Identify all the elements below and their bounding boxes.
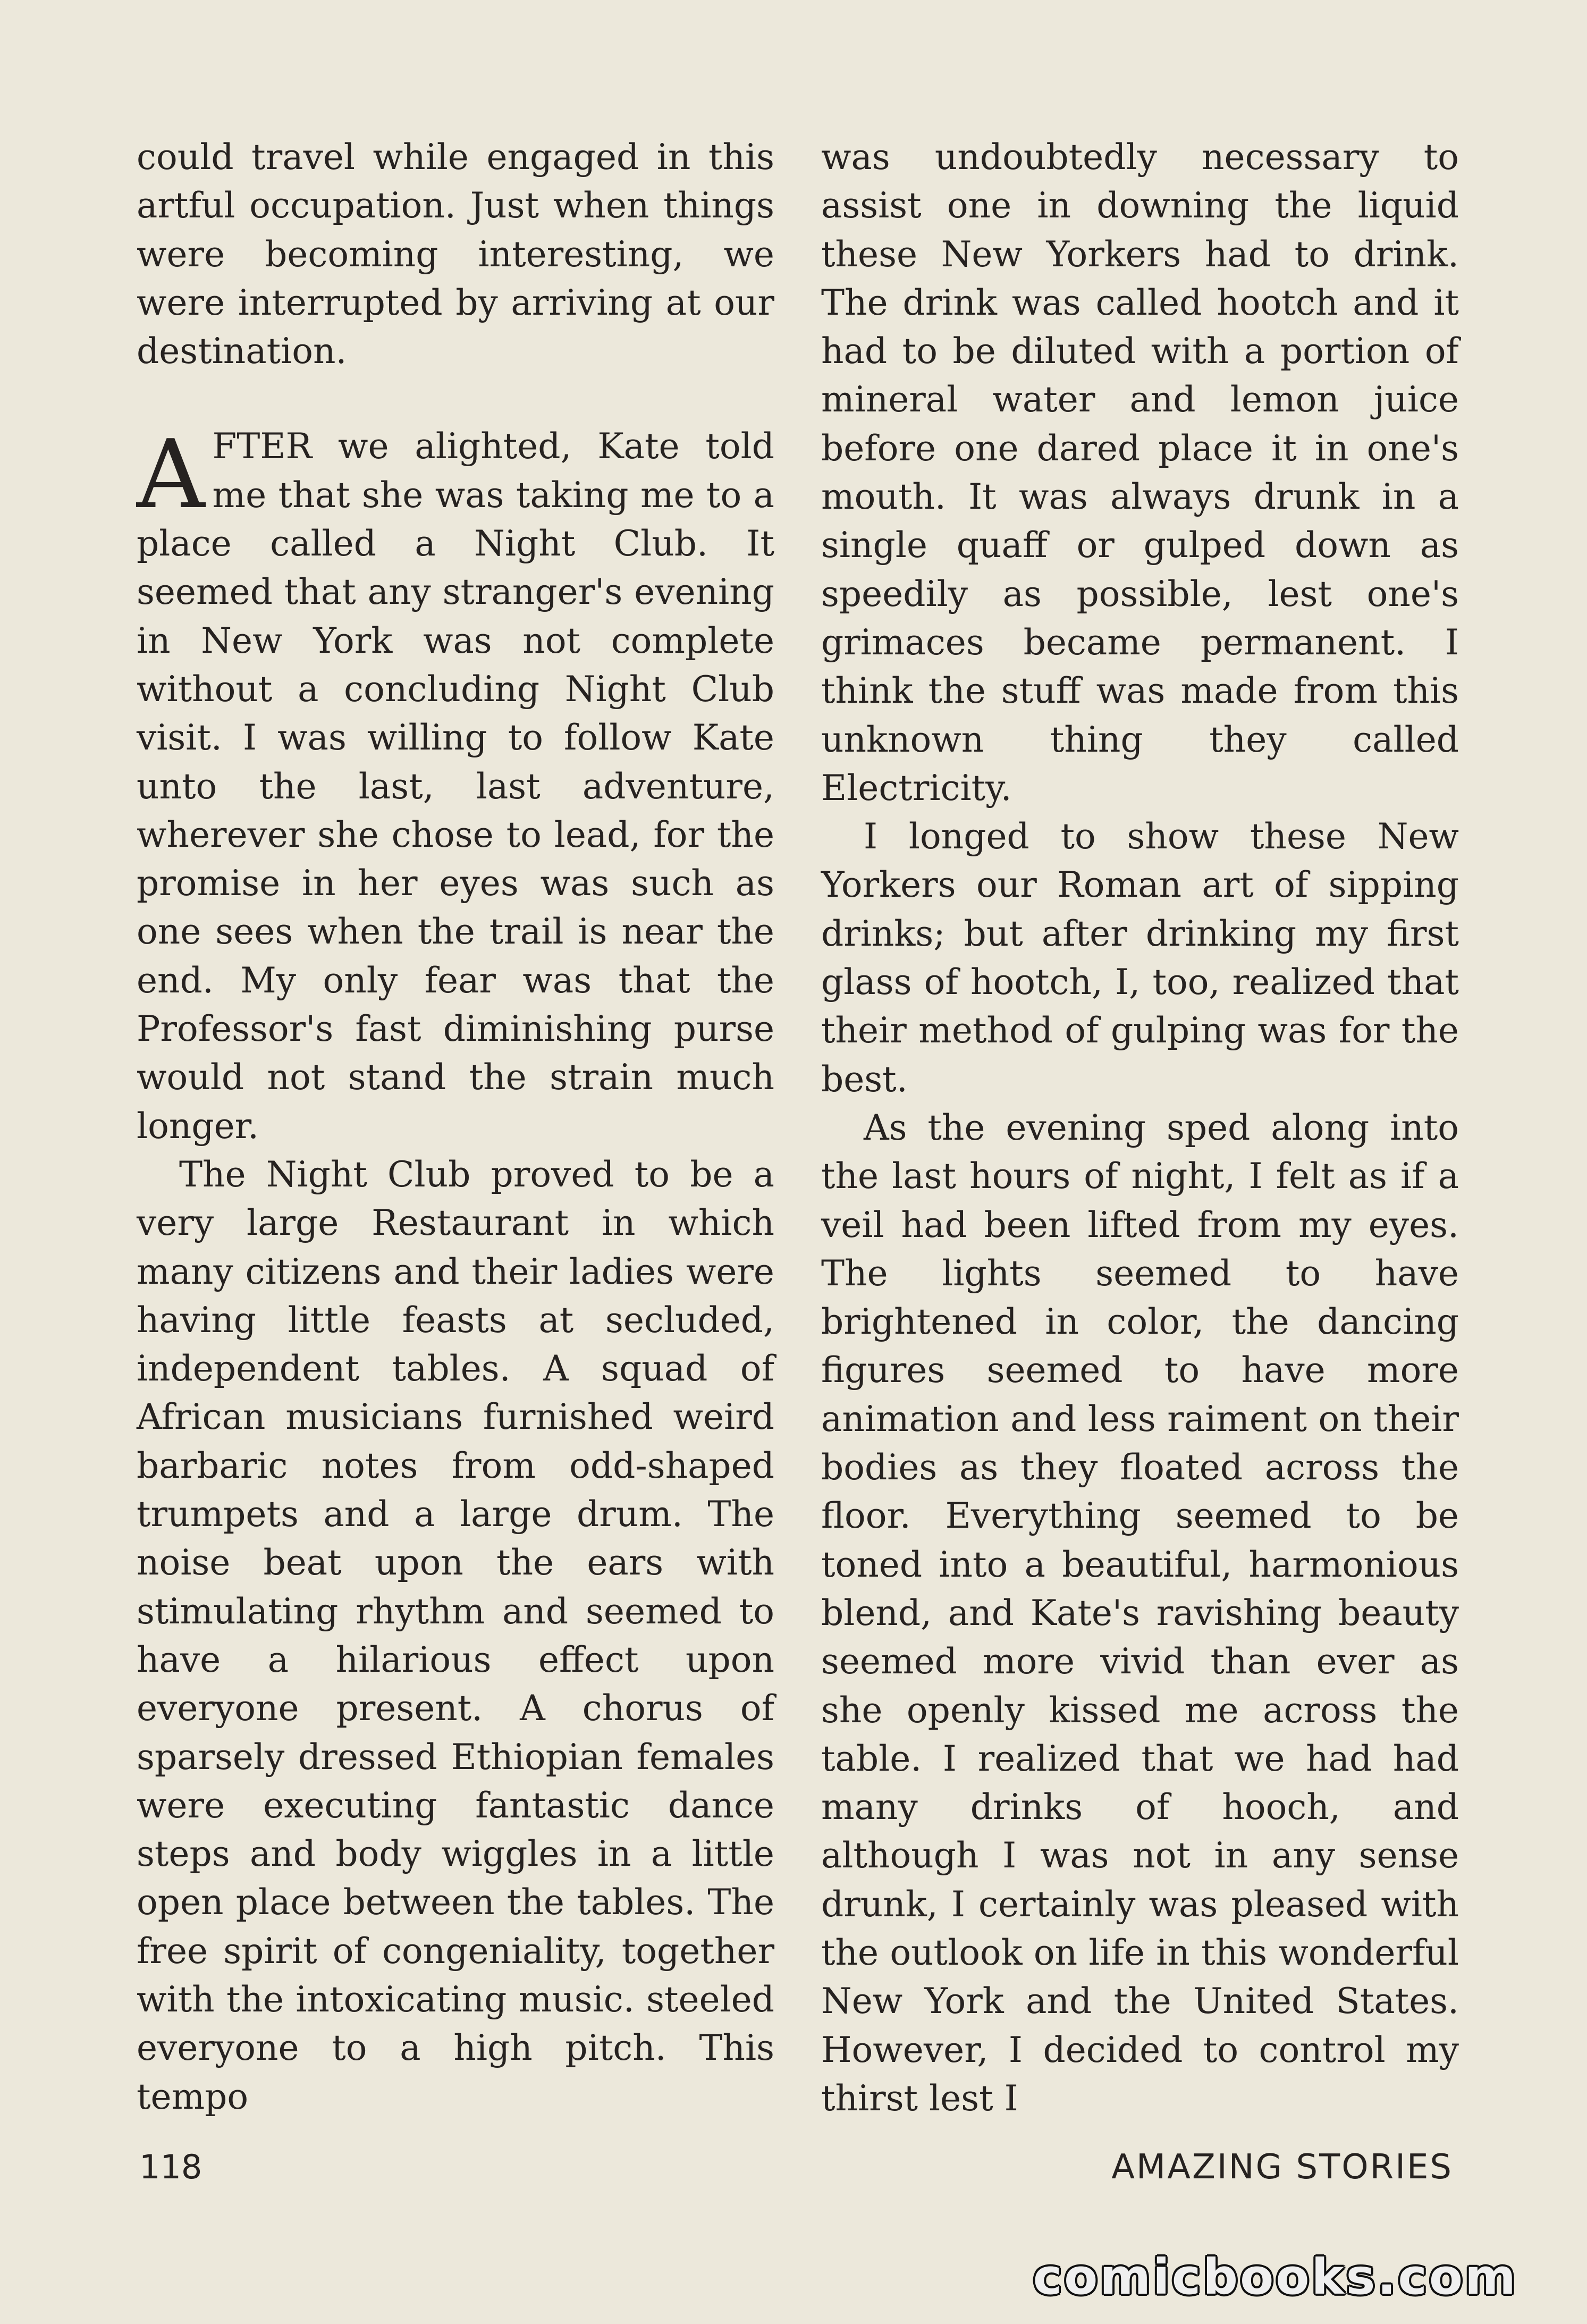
watermark: comicbooks.com — [1033, 2249, 1518, 2305]
paragraph: As the evening sped along into the last hours of night, I felt as if a veil had been lifted from my eyes. The lights seemed to have brightened in color, the dancing figures seemed to have more animation and less raiment on their bodies as they floated across the floor. Everything seemed to be toned into a beautiful, harmonious blend, and Kate's ravishing beauty seemed more vivid than ever as she openly kissed me across the table. I realized that we had had many drinks of hooch, and although I was not in any sense drunk, I certainly was pleased with the outlook on life in this wonderful New York and the United States. However, I decided to control my thirst lest I — [821, 1107, 1459, 2119]
paragraph: was undoubtedly necessary to assist one in downing the liquid these New Yorkers had to drink. The drink was called hootch and it had to be diluted with a portion of mineral water and lemon juice before one dared place it in one's mouth. It was always drunk in a single quaff or gulped down as speedily as possible, lest one's grimaces became permanent. I think the stuff was made from this unknown thing they called Electricity. — [821, 137, 1459, 809]
paragraph: could travel while engaged in this artful occupation. Just when things were becoming interesting, we were interrupted by arriving at our destination. — [137, 137, 774, 372]
paragraph-with-drop-cap — [137, 419, 774, 1150]
paragraph-text: FTER we alighted, Kate told me that she was taking me to a place called a Night Club. It seemed that any stranger's evening in New York was not complete without a concluding Night Club visit. I was willing to follow Kate unto the last, last adventure, wherever she chose to lead, for the promise in her eyes was such as one sees when the trail is near the end. My only fear was that the Professor's fast diminishing purse would not stand the strain much longer. — [137, 426, 774, 1147]
page-number: 118 — [139, 2148, 202, 2186]
drop-cap: A — [137, 419, 205, 530]
paragraph: I longed to show these New Yorkers our Roman art of sipping drinks; but after drinking my first glass of hootch, I, too, realized that their method of gulping was for the best. — [821, 816, 1459, 1100]
left-text-column — [137, 133, 774, 2121]
right-text-column — [821, 133, 1459, 2123]
running-head: AMAZING STORIES — [1111, 2148, 1453, 2187]
paragraph: The Night Club proved to be a very large Restaurant in which many citizens and their ladies were having little feasts at secluded, independent tables. A squad of African musicians furnished weird barbaric notes from odd-shaped trumpets and a large drum. The noise beat upon the ears with stimulating rhythm and seemed to have a hilarious effect upon everyone present. A chorus of sparsely dressed Ethiopian females were executing fantastic dance steps and body wiggles in a little open place between the tables. The free spirit of congeniality, together with the intoxicating music. steeled everyone to a high pitch. This tempo — [137, 1153, 774, 2117]
